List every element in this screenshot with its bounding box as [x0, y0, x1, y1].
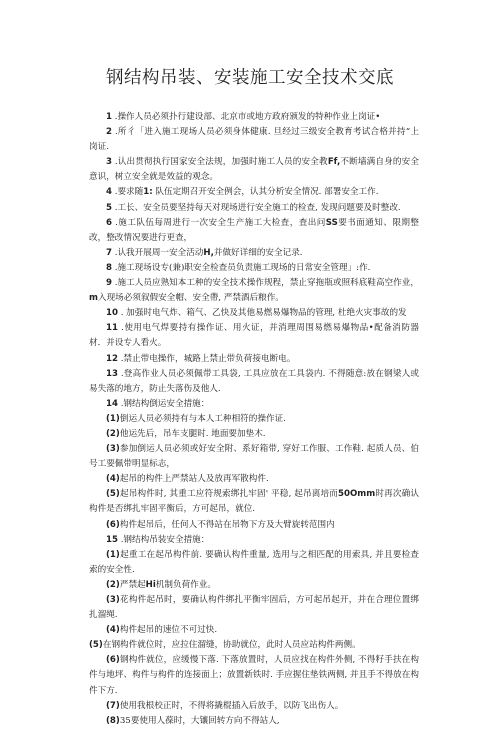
- paragraph-number: 2: [106, 127, 112, 138]
- paragraph: [89, 216, 419, 246]
- paragraph-bold-fragment: 1:: [143, 187, 153, 198]
- paragraph-text: .认我开展周一安全活动: [111, 247, 204, 258]
- paragraph-text: .施工现场设专(兼)职安全检查员负责施工现场的日常安全管理」:作.: [111, 262, 371, 273]
- paragraph-number: (2): [106, 579, 120, 590]
- paragraph-number: 15: [106, 534, 118, 545]
- paragraph-text: .禁止带电操作，城路上禁止带负荷接电断电。: [117, 353, 296, 364]
- paragraph-number: 10: [106, 308, 118, 319]
- paragraph-number: 4: [106, 187, 112, 198]
- paragraph-number: (5): [89, 640, 103, 651]
- paragraph-text: .施工人员应熟知本工种的安全技术操作规程，禁止穿拖瓶或照科底鞋高空作业，: [111, 278, 419, 289]
- paragraph: [89, 412, 419, 427]
- paragraph-number: (3): [106, 444, 120, 455]
- paragraph: [89, 352, 419, 367]
- paragraph-number: 8: [106, 262, 112, 273]
- paragraph-text: 钢构件就位，应缓慢下落. 下落放置时，人员应找在构件外侧, 不得籽手扶在构件与地坪、构件与构件的连接面上；放置新铁时. 手应握住垫铁两侧, 并且手不得放在构件下方.: [89, 655, 419, 696]
- paragraph: [89, 276, 419, 306]
- paragraph-text: 严禁起: [119, 579, 146, 590]
- paragraph: [89, 261, 419, 276]
- paragraph: [89, 638, 419, 653]
- paragraph-bold-fragment: 50Omm: [338, 489, 376, 500]
- paragraph-number: 11: [106, 323, 118, 334]
- paragraph-text: .登高作业人员必须佩带工具袋, 工具应放在工具袋内. 不得随意:放在钢梁人或易失落的地方，防止失落伤及他人.: [89, 368, 419, 394]
- paragraph-number: (7): [106, 700, 120, 711]
- paragraph-text: .工长、安全员要坚持每天对现场进行安全施工的检查, 发现问题要及时整改.: [111, 202, 401, 213]
- paragraph-text: .要求随: [111, 187, 144, 198]
- paragraph-text: 花构件起吊时，要确认构件绑扎平衡牢固后，方可起吊起开，并在合理位置绑扎溜绳.: [89, 595, 419, 621]
- paragraph-number: (4): [106, 625, 120, 636]
- paragraph-text: 参加倒运人员必须或好安全附、系好箱带, 穿好工作服、工作鞋. 起质人员、伯号工要佩带明显标志，: [89, 444, 419, 470]
- paragraph-text-tail: 机制负荷作业。: [155, 579, 216, 590]
- paragraph-text: 使用我根校正时，不得将撬棍插入后放手，以防飞出伤人。: [119, 700, 344, 711]
- paragraph-text: 倒运人员必须持有与本人工种相符的操作证.: [119, 413, 286, 424]
- paragraph-text-tail: 要书面通知、限期整改，整改情况要进行更查，: [89, 217, 419, 243]
- paragraph-bold-fragment: Ff,: [327, 157, 341, 168]
- paragraph: [89, 518, 419, 533]
- paragraph-text: .钢结构倒运安全措施：: [117, 398, 210, 409]
- paragraph-number: (5): [106, 489, 120, 500]
- paragraph-text: .使用电气焊要持有操作证、用火证，并消理周围易燃易爆物品•配备消防器材．并设专人看火。: [89, 323, 419, 349]
- paragraph-number: 1: [106, 112, 112, 122]
- paragraph-bold-fragment: m: [89, 293, 98, 304]
- paragraph: [89, 110, 419, 125]
- paragraph: [89, 487, 419, 517]
- paragraph: [89, 201, 419, 216]
- paragraph-number: (6): [106, 655, 120, 666]
- paragraph: [89, 533, 419, 548]
- paragraph-number: (3): [106, 595, 120, 605]
- paragraph-number: 13: [106, 368, 118, 379]
- paragraph-text: .施工队伍每周进行一次安全生产施工大检査，査出问: [111, 217, 326, 228]
- paragraph: [89, 714, 419, 729]
- paragraph: [89, 653, 419, 698]
- document-body: [89, 110, 419, 729]
- paragraph-number: 12: [106, 353, 118, 364]
- paragraph-text: .钢结构吊装安全措施：: [117, 534, 210, 545]
- paragraph-bold-fragment: H,: [203, 247, 214, 258]
- paragraph-text-tail: 不断墙满自身的安全意识，树立安全就是效益的观念。: [89, 157, 419, 183]
- paragraph-text-tail: 时再次确认构件是否绑扎牢固平衡后，方可起吊，就位.: [89, 489, 419, 515]
- paragraph-text: 起吊构件时, 其重工应符规索绑扎牢固' 平稳, 起吊离培而: [119, 489, 338, 500]
- paragraph-number: 6: [106, 217, 112, 228]
- paragraph-text-tail: 并做好详细的安全记录.: [213, 247, 303, 258]
- paragraph-bold-fragment: Hi: [145, 579, 156, 590]
- paragraph-number: (1): [106, 413, 120, 424]
- paragraph-text: 他运先后，吊车支腿时. 地面要加垫木.: [119, 428, 266, 439]
- paragraph-text: 35要使用人葆时，大镶回转方向不得站人,: [119, 715, 280, 726]
- paragraph-text-tail: 入现场必须叙假安全帽、安全帶, 严禁酒后粮作。: [97, 293, 284, 304]
- paragraph-number: 3: [106, 157, 112, 168]
- paragraph-text: .认出贯彻执行国家安全法规，加强时施工人员的安全教: [111, 157, 328, 168]
- paragraph: [89, 397, 419, 412]
- paragraph: [89, 155, 419, 185]
- paragraph: [89, 442, 419, 472]
- paragraph-text: 起吊的构件上严禁站人及放再军散构件.: [119, 474, 269, 485]
- paragraph-text: .操作人员必须扑行建设部、北京市或地方政府颁发的特种作业上岗证•: [111, 112, 381, 122]
- paragraph: [89, 125, 419, 155]
- paragraph: [89, 699, 419, 714]
- paragraph: [89, 367, 419, 397]
- paragraph-text: 构件起吊的速位不可过快.: [119, 625, 218, 636]
- paragraph-text: 构件起吊后，任何人不得站在吊物下方及大臂旋转范围内: [119, 519, 335, 530]
- paragraph-number: (8): [106, 715, 120, 726]
- paragraph-number: (2): [106, 428, 120, 439]
- paragraph-number: 14: [106, 398, 118, 409]
- paragraph-text: . 加强时电气炸、箱气、乙快及其他易燃易爆物品的管理, 杜绝火灾事故的发: [117, 308, 407, 319]
- paragraph: [89, 623, 419, 638]
- paragraph-number: 7: [106, 247, 112, 258]
- paragraph: [89, 321, 419, 351]
- paragraph: [89, 427, 419, 442]
- paragraph: [89, 246, 419, 261]
- paragraph-text-tail: 队伍定期召开安全例会，认其分析安全情况. 部署安全工作.: [152, 187, 379, 198]
- paragraph-number: 9: [106, 278, 112, 289]
- paragraph-number: (6): [106, 519, 120, 530]
- document-title: 钢结构吊装、安装施工安全技术交底: [106, 68, 394, 88]
- paragraph: [89, 578, 419, 593]
- paragraph-text: 起重工在起吊构件前. 要确认构件重量, 选用与之相匹配的用索具, 并且要检查索的安全性.: [89, 549, 419, 575]
- paragraph-text: .所彳「进入施工现场人员必须身体健康. 旦经过三级安全教育考试合格并持“上岗证.: [89, 127, 419, 153]
- paragraph: [89, 185, 419, 200]
- paragraph-number: (1): [106, 549, 120, 560]
- paragraph: [89, 472, 419, 487]
- paragraph-number: 5: [106, 202, 112, 213]
- paragraph-bold-fragment: SS: [325, 217, 338, 228]
- paragraph: [89, 306, 419, 321]
- paragraph-text: 在钢构件就位时，应拉住溜缝，协助就位，此时人员应站构件两侧。: [102, 640, 361, 651]
- paragraph-number: (4): [106, 474, 120, 485]
- paragraph: [89, 548, 419, 578]
- paragraph: [89, 593, 419, 623]
